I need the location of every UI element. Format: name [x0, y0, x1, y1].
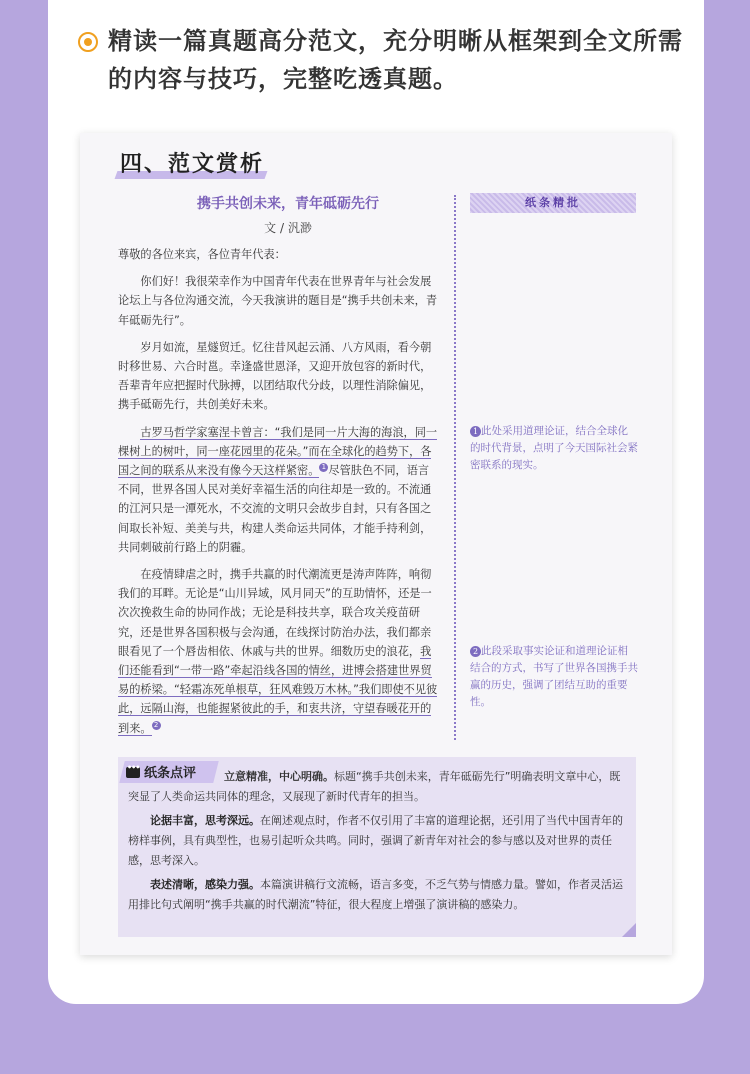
page-fold-corner: [622, 923, 636, 937]
paragraph-4-start: 在疫情肆虐之时，携手共赢的时代潮流更是涛声阵阵，响彻我们的耳畔。无论是“山川异域，风月同天”的互助情怀，还是一次次挽救生命的协同作战；无论是科技共享，联合攻关疫苗研究，还是世界各国积极与会沟通，在线探讨防治办法，我们都亲眼看见了一个唇齿相依、休戚与共的世界。细数历史的浪花，: [118, 568, 432, 658]
note-2-text: 此段采取事实论证和道理论证相结合的方式，书写了世界各国携手共赢的历史，强调了团结互助的重要性。: [470, 645, 638, 708]
paragraph-4: [118, 565, 440, 738]
paragraph-3: [118, 423, 440, 557]
target-bullet-icon: [78, 32, 98, 52]
note-1: [470, 423, 638, 474]
article-author: 文 / 汎渺: [264, 221, 312, 235]
section-title: 四、范文赏析: [120, 151, 265, 177]
paragraph-3-rest: 尽管肤色不同，语言不同，世界各国人民对美好幸福生活的向往却是一致的。不流通的江河只是一潭死水，不交流的文明只会故步自封，只有各国之间取长补短、美美与共，构建人类命运共同体，才能手持利剑，共同刺破前行路上的阴霾。: [118, 464, 432, 554]
underlined-quote-1: 古罗马哲学家塞涅卡曾言：“我们是同一片大海的海浪，同一棵树上的树叶，同一座花园里的花朵。”而在全球化的趋势下，各国之间的联系从来没有像今天这样紧密。: [118, 425, 438, 478]
paragraph-2: 岁月如流，星燧贸迁。忆往昔风起云涌、八方风雨，看今朝时移世易、六合时邕。幸逢盛世恩泽，又迎开放包容的新时代，吾辈青年应把握时代脉搏，以团结取代分歧，以理性消除偏见，携手砥砺先行，共创美好未来。: [118, 340, 432, 412]
comment-heading-2: 论据丰富，思考深远。: [150, 814, 260, 827]
comment-point-1: [128, 767, 628, 807]
document-page: [80, 133, 672, 955]
comment-label-text: 纸条点评: [144, 766, 197, 781]
comment-heading-3: 表述清晰，感染力强。: [150, 878, 260, 891]
paragraph-1: 你们好！我很荣幸作为中国青年代表在世界青年与社会发展论坛上与各位沟通交流，今天我演讲的题目是“携手共创未来，青年砥砺先行”。: [118, 275, 438, 327]
comment-point-3: [128, 875, 628, 915]
comment-point-2: [128, 811, 628, 871]
note-2: [470, 643, 638, 711]
comment-heading-1: 立意精准，中心明确。: [224, 770, 334, 783]
comment-text-2: 在阐述观点时，作者不仅引用了丰富的道理论据，还引用了当代中国青年的榜样事例，具有典型性，也易引起听众共鸣。同时，强调了新青年对社会的参与感以及对世界的责任感，思考深入。: [128, 814, 623, 867]
notes-divider: [454, 195, 456, 740]
notes-header: 纸条精批: [470, 193, 636, 213]
intro-text: 精读一篇真题高分范文，充分明晰从框架到全文所需的内容与技巧，完整吃透真题。: [108, 27, 683, 93]
comment-text-3: 本篇演讲稿行文流畅，语言多变，不乏气势与情感力量。譬如，作者灵活运用排比句式阐明“携手共赢的时代潮流”特征，很大程度上增强了演讲稿的感染力。: [128, 878, 623, 911]
annotation-marker-2: 2: [152, 721, 161, 730]
comment-body: [128, 767, 628, 919]
note-2-marker: 2: [470, 646, 481, 657]
greeting: 尊敬的各位来宾，各位青年代表：: [118, 248, 286, 261]
comment-text-1: 标题“携手共创未来，青年砥砺先行”明确表明文章中心，既突显了人类命运共同体的理念，又展现了新时代青年的担当。: [128, 770, 621, 803]
annotation-marker-1: 1: [319, 463, 328, 472]
underlined-quote-2: 我们还能看到“一带一路”牵起沿线各国的情丝，进博会搭建世界贸易的桥梁。“轻霜冻死单根草，狂风难毁万木林。”我们即使不见彼此，远隔山海，也能握紧彼此的手，和衷共济，守望春暖花开的到来。: [118, 644, 438, 735]
article-title: 携手共创未来，青年砥砺先行: [197, 196, 379, 212]
intro-block: [78, 22, 688, 98]
note-1-marker: 1: [470, 426, 481, 437]
comment-box: [118, 757, 636, 937]
article-body: [118, 245, 440, 746]
note-1-text: 此处采用道理论证，结合全球化的时代背景，点明了今天国际社会紧密联系的现实。: [470, 425, 638, 471]
